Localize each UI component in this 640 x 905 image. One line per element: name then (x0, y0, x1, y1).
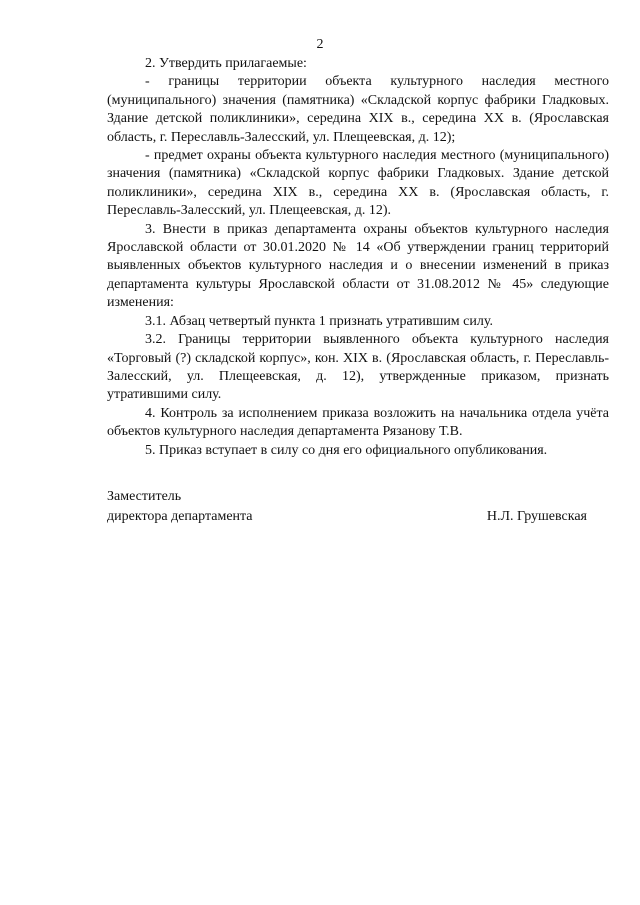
paragraph-effective: 5. Приказ вступает в силу со дня его официального опубликования. (145, 442, 548, 458)
signature-row (107, 507, 587, 527)
paragraph-approve: 2. Утвердить прилагаемые: (145, 56, 307, 71)
paragraph-3-2: 3.2. Границы территории выявленного объекта культурного наследия «Торговый (?) складской корпус», кон. XIX в. (Ярославская область, г. Переславль-Залесский, ул. Плещеевская, д. 12), утвержденные приказом, признать утратившими силу. (107, 332, 609, 403)
paragraph-control: 4. Контроль за исполнением приказа возложить на начальника отдела учёта объектов культурного наследия департамента Рязанову Т.В. (107, 405, 609, 440)
order-body (107, 55, 609, 460)
paragraph-amend-order: 3. Внести в приказ департамента охраны объектов культурного наследия Ярославской области от 30.01.2020 № 14 «Об утверждении границ территорий выявленных объектов культурного наследия и о внесении изменений в приказ департамента культуры Ярославской области от 31.08.2012 № 45» следующие изменения: (107, 221, 609, 311)
signatory-position-line1: Заместитель (107, 489, 182, 504)
signatory-name: Н.Л. Грушевская (486, 509, 587, 524)
signature-block (107, 487, 587, 527)
paragraph-protection-subject: - предмет охраны объекта культурного наследия местного (муниципального) значения (памятника) «Складской корпус фабрики Гладковых. Здание детской поликлиники», середина XIX в., середина XX в. (Ярославская область, г. Переславль-Залесский, ул. Плещеевская, д. 12). (107, 148, 609, 219)
paragraph-3-1: 3.1. Абзац четвертый пункта 1 признать утратившим силу. (145, 313, 493, 329)
paragraph-territory-borders: - границы территории объекта культурного наследия местного (муниципального) значения (памятника) «Складской корпус фабрики Гладковых. Здание детской поликлиники», середина XIX в., середина XX в. (Ярославская область, г. Переславль-Залесский, ул. Плещеевская, д. 12); (107, 74, 609, 145)
page-number: 2 (316, 37, 324, 52)
signatory-position-line2: директора департамента (107, 509, 253, 524)
